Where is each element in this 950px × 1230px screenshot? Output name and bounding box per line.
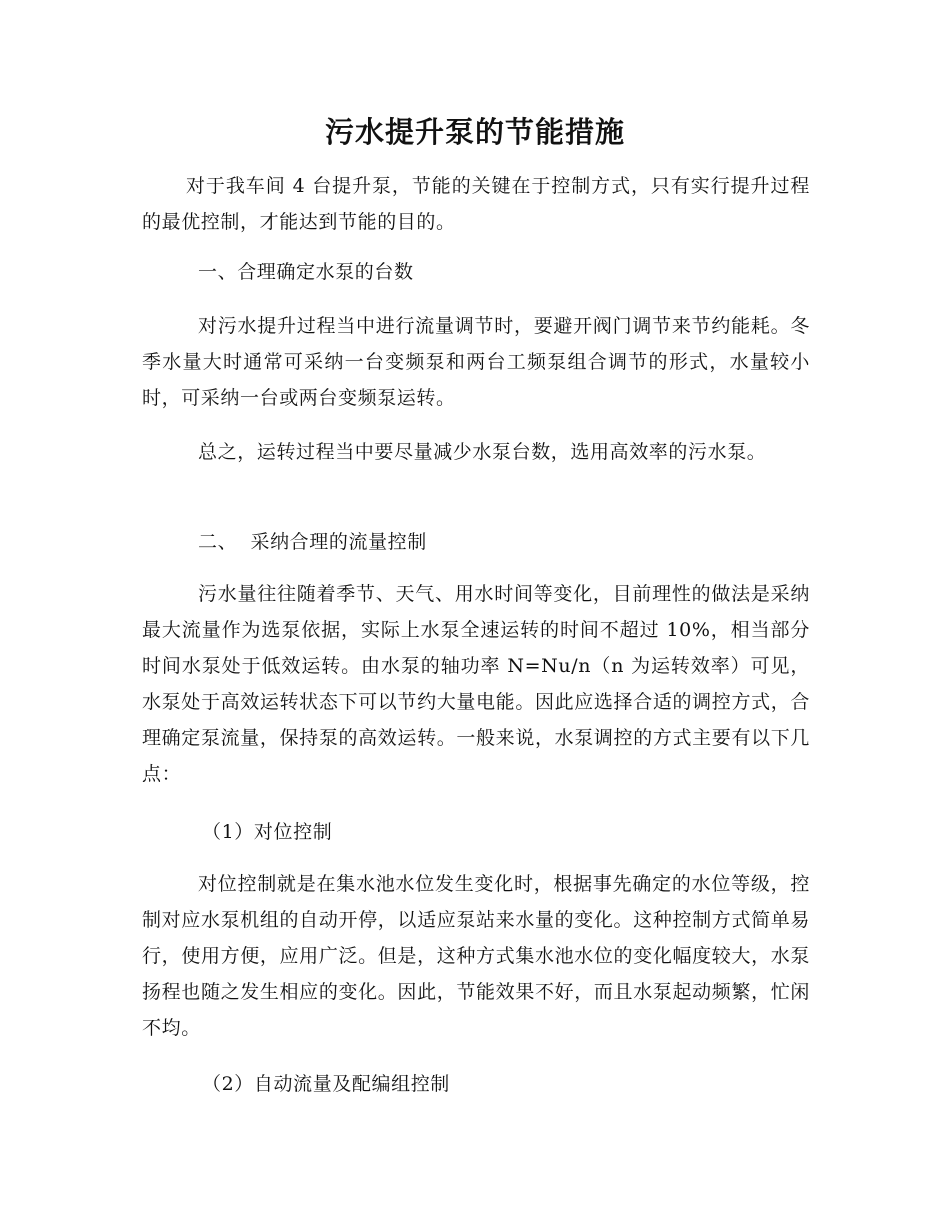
intro-paragraph: 对于我车间 4 台提升泵，节能的关键在于控制方式，只有实行提升过程的最优控制，才能达到节能的目的。 (142, 175, 810, 233)
section1-heading: 一、合理确定水泵的台数 (198, 261, 414, 283)
document-title: 污水提升泵的节能措施 (324, 115, 625, 149)
section2-heading: 二、 采纳合理的流量控制 (198, 531, 427, 553)
section1-paragraph-2: 总之，运转过程当中要尽量减少水泵台数，选用高效率的污水泵。 (198, 441, 767, 463)
subsection1-paragraph: 对位控制就是在集水池水位发生变化时，根据事先确定的水位等级，控制对应水泵机组的自动开停，以适应泵站来水量的变化。这种控制方式简单易行，使用方便，应用广泛。但是，这种方式集水池水位的变化幅度较大，水泵扬程也随之发生相应的变化。因此，节能效果不好，而且水泵起动频繁，忙闲不均。 (142, 873, 810, 1039)
subsection2-heading: （2）自动流量及配编组控制 (202, 1073, 450, 1095)
subsection1-heading: （1）对位控制 (202, 821, 333, 843)
section1-paragraph-1: 对污水提升过程当中进行流量调节时，要避开阀门调节来节约能耗。冬季水量大时通常可采纳一台变频泵和两台工频泵组合调节的形式，水量较小时，可采纳一台或两台变频泵运转。 (142, 315, 810, 409)
section2-paragraph-1: 污水量往往随着季节、天气、用水时间等变化，目前理性的做法是采纳最大流量作为选泵依据，实际上水泵全速运转的时间不超过 10%，相当部分时间水泵处于低效运转。由水泵的轴功率 N=Nu/n（n 为运转效率）可见，水泵处于高效运转状态下可以节约大量电能。因此应选择合适的调控方式，合理确定泵流量，保持泵的高效运转。一般来说，水泵调控的方式主要有以下几点： (142, 583, 810, 785)
